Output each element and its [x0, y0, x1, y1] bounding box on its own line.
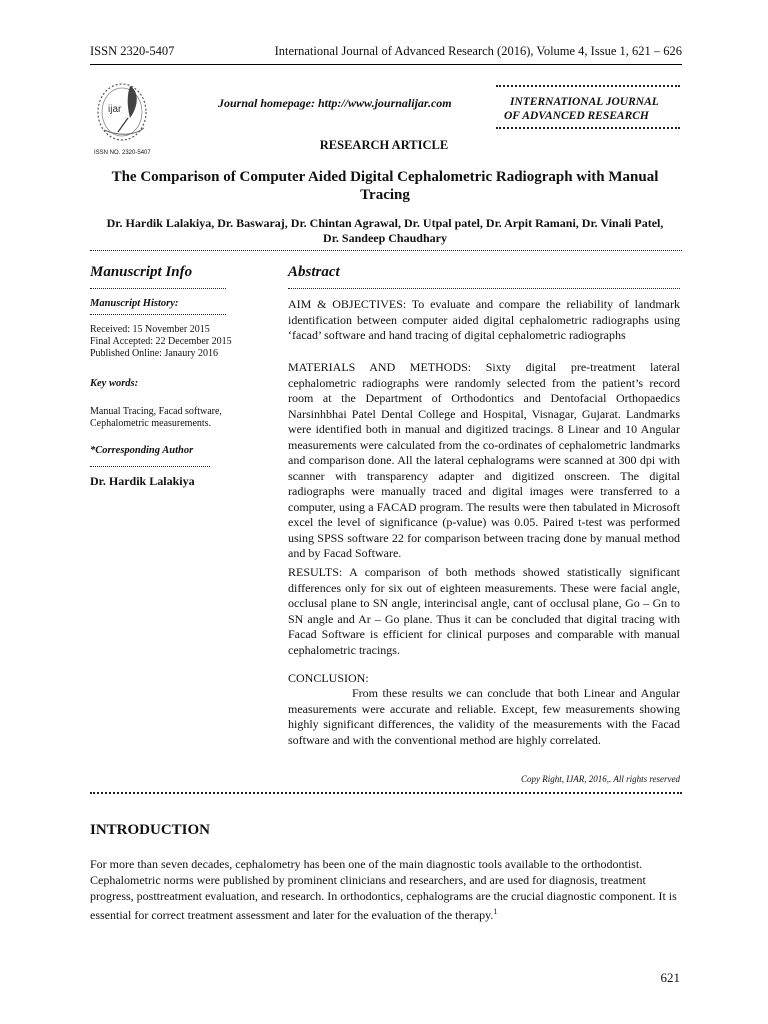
issn-header: ISSN 2320-5407 — [90, 44, 175, 58]
page-number: 621 — [660, 970, 680, 985]
abstract-results: RESULTS: A comparison of both methods showed statistically significant differences only for six out of eighteen measurements. These were facial angle, occlusal plane to SN angle, interincisal angle, cant of occlusal plane, Go – Gn to SN angle and Ar – Go plane. Thus it can be concluded that digital tracing with Facad Software is efficient for clinical purposes and comparable with manual cephalometric tracings. — [288, 565, 680, 657]
logo-text: ijar — [108, 104, 122, 115]
manuscript-info-heading: Manuscript Info — [90, 264, 193, 280]
article-type: RESEARCH ARTICLE — [319, 138, 449, 152]
introduction-heading: INTRODUCTION — [90, 822, 211, 838]
abstract-heading: Abstract — [288, 264, 340, 280]
manuscript-history-label: Manuscript History: — [90, 298, 179, 309]
title-rule — [90, 250, 682, 251]
copyright-notice: Copy Right, IJAR, 2016,. All rights reserved — [521, 774, 680, 784]
received-date: Received: 15 November 2015 — [90, 324, 210, 335]
abstract-conclusion-label: CONCLUSION: — [288, 671, 369, 685]
journal-homepage: Journal homepage: http://www.journalijar.com — [218, 96, 452, 110]
sidebar-rule — [90, 288, 226, 289]
abstract-conclusion: From these results we can conclude that both Linear and Angular measurements were accurate and reliable. Except, few measurements showing highly significant differences, the validity of the measurements with the Facad software and with the conventional method are highly correlated. — [288, 686, 680, 747]
journal-name-rule-top — [496, 85, 680, 87]
logo-issn: ISSN NO. 2320-5407 — [94, 150, 151, 156]
abstract-rule — [288, 288, 680, 289]
keywords: Manual Tracing, Facad software, Cephalometric measurements. — [90, 406, 222, 429]
keywords-label: Key words: — [90, 378, 139, 389]
corresponding-author-label: *Corresponding Author — [90, 445, 194, 456]
article-title: The Comparison of Computer Aided Digital Cephalometric Radiograph with Manual Tracing — [111, 169, 659, 203]
introduction-paragraph — [90, 856, 682, 923]
published-date: Published Online: Janaury 2016 — [90, 348, 219, 359]
history-rule — [90, 314, 226, 315]
reference-marker: 1 — [493, 907, 498, 916]
journal-name-rule-bottom — [496, 127, 680, 129]
journal-name-line2: OF ADVANCED RESEARCH — [504, 110, 649, 122]
introduction-text: For more than seven decades, cephalometry has been one of the main diagnostic tools available to the orthodontist. Cephalometric norms were published by prominent clinicians and researchers, and are used for diagnosis, treatment progress, posttreatment evaluation, and research. In orthodontics, cephalograms are the crucial diagnostic component. It is essential for correct treatment assessment and later for the evaluation of the therapy. — [90, 857, 677, 922]
journal-citation-header: International Journal of Advanced Research (2016), Volume 4, Issue 1, 621 – 626 — [274, 44, 682, 58]
author-list: Dr. Hardik Lalakiya, Dr. Baswaraj, Dr. Chintan Agrawal, Dr. Utpal patel, Dr. Arpit Ramani, Dr. Vinali Patel, Dr. Sandeep Chaudhary — [106, 216, 664, 245]
corresponding-rule — [90, 466, 210, 467]
corresponding-author-name: Dr. Hardik Lalakiya — [90, 474, 195, 488]
ijar-logo-icon — [90, 74, 158, 146]
journal-logo — [90, 74, 158, 146]
abstract-aim: AIM & OBJECTIVES: To evaluate and compare the reliability of landmark identification between computer aided digital cephalometric radiographs using ‘facad’ software and hand tracing of digital cephalometric radiographs — [288, 297, 680, 342]
abstract-methods: MATERIALS AND METHODS: Sixty digital pre-treatment lateral cephalometric radiographs were randomly selected from the patient’s record room at the Department of Orthodontics and Dentofacial Orthopaedics Narsinhbhai Patel Dental College and Hospital, Visnagar, Gujarat. Landmarks were identified both in manual and digitized tracings. 8 Linear and 10 Angular measurements were calculated from the co-ordinates of cephalometric landmarks and comparison done. All the lateral cephalograms were scanned at 300 dpi with scanner with transparency adapter and digitized onscreen. The digital radiographs were manually traced and digital images were transferred to a computer, using a FACAD program. The results were then tabulated in Microsoft excel the level of significance (p-value) was 0.05. Paired t-test was performed using SPSS software 22 for comparison between tracing done by manual method and by Facad Software. — [288, 360, 680, 560]
abstract-bottom-rule — [90, 792, 682, 794]
accepted-date: Final Accepted: 22 December 2015 — [90, 336, 232, 347]
header-rule — [90, 64, 682, 65]
journal-name-line1: INTERNATIONAL JOURNAL — [510, 96, 659, 108]
